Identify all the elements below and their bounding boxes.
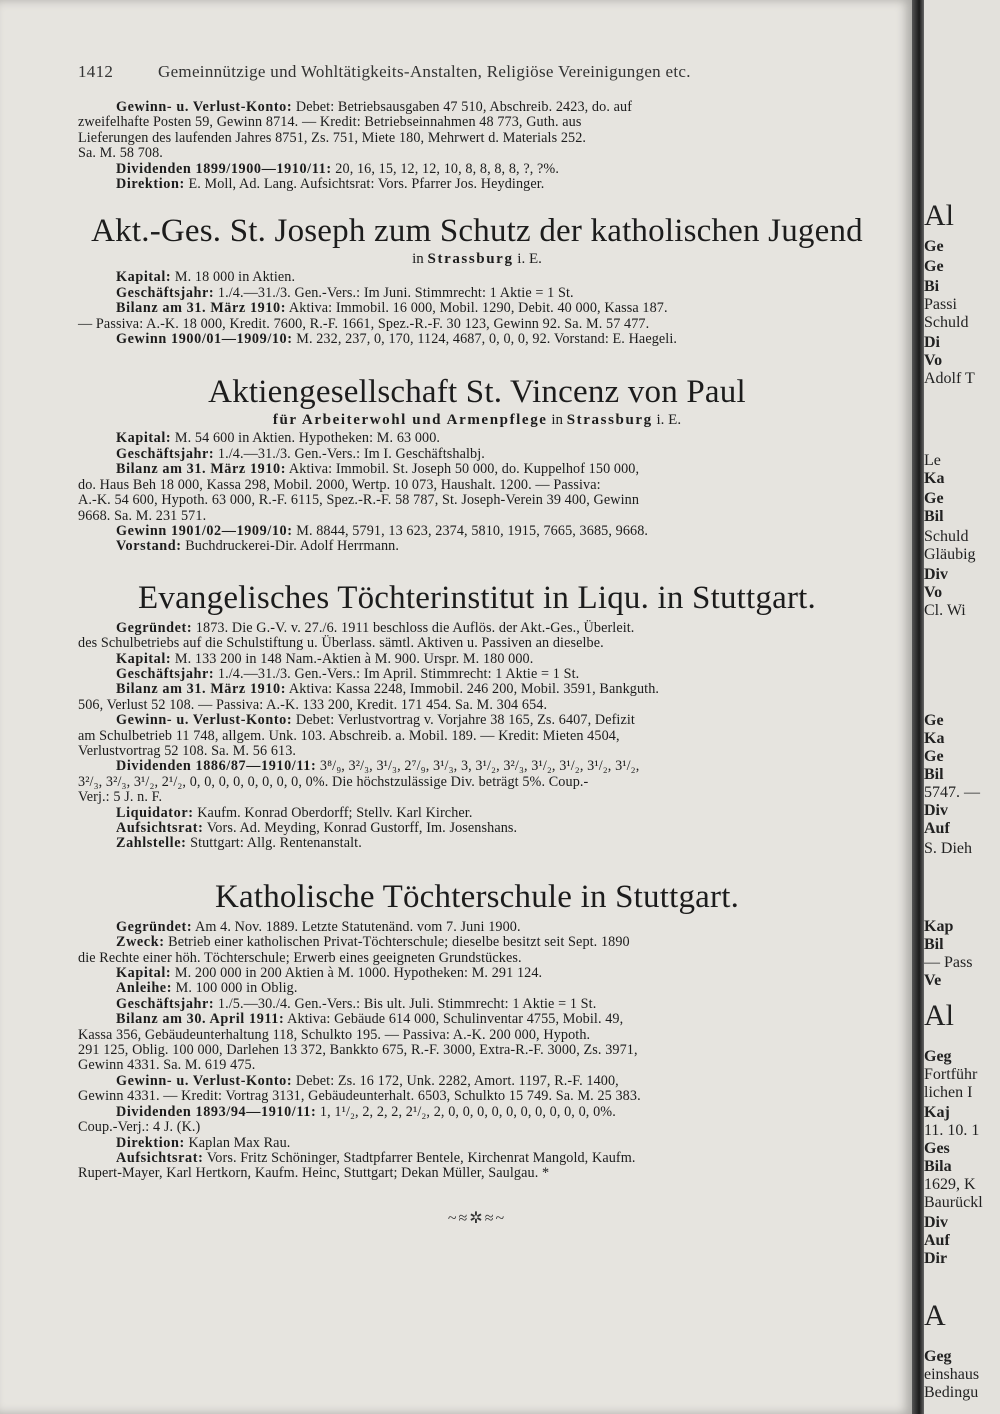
adjacent-page-fragment: 5747. —: [924, 784, 980, 801]
entry-field-line: [78, 177, 876, 192]
entry-field-line: [78, 621, 876, 636]
entry-purpose: für Arbeiterwohl und Armenpflege: [272, 412, 548, 429]
entry-body: [78, 270, 876, 347]
field-text: Debet: Verlustvortrag v. Vorjahre 38 165, Zs. 6407, Defizit: [292, 712, 635, 729]
entry-field-line: [78, 1012, 876, 1027]
entry-field-line: [78, 682, 876, 697]
adjacent-page-fragment: Le: [924, 452, 941, 469]
entry-text-line: [78, 951, 876, 966]
entry-field-line: [78, 652, 876, 667]
field-text: M. 200 000 in 200 Aktien à M. 1000. Hypotheken: M. 291 124.: [171, 965, 543, 982]
field-text: zweifelhafte Posten 59, Gewinn 8714. — Kredit: Betriebseinnahmen 48 773, Guth. aus: [78, 114, 582, 131]
field-text: 20, 16, 15, 12, 12, 10, 8, 8, 8, 8, ?, ?%.: [331, 160, 559, 177]
entry-text-line: [78, 729, 876, 744]
field-label: Kapital:: [116, 965, 172, 982]
adjacent-page-fragment: Gläubig: [924, 546, 976, 563]
field-label: Dividenden 1893/94—1910/11:: [116, 1103, 317, 1120]
adjacent-page-fragment: Bi: [924, 278, 940, 295]
entry-field-line: [78, 162, 876, 177]
field-label: Bilanz am 31. März 1910:: [116, 461, 287, 478]
field-text: Lieferungen des laufenden Jahres 8751, Zs. 751, Miete 180, Mehrwert d. Materials 252.: [78, 129, 587, 146]
entry-title: Aktiengesellschaft St. Vincenz von Paul: [208, 374, 746, 411]
adjacent-page-fragment: Baurückl: [924, 1194, 983, 1211]
entry-text-line: [78, 115, 876, 130]
field-label: Kapital:: [116, 650, 172, 667]
entry-field-line: [78, 806, 876, 821]
field-text: Vors. Fritz Schöninger, Stadtpfarrer Bentele, Kirchenrat Mangold, Kaufm.: [203, 1149, 636, 1166]
field-text: M. 8844, 5791, 13 623, 2374, 5810, 1915, 7665, 3685, 9668.: [292, 522, 649, 539]
entry-field-line: [78, 836, 876, 851]
entry-body: [78, 920, 876, 1182]
adjacent-page-fragment: Cl. Wi: [924, 602, 966, 619]
adjacent-page-fragment: Geg: [924, 1048, 952, 1065]
field-label: Geschäftsjahr:: [116, 284, 215, 301]
field-text: A.-K. 54 600, Hypoth. 63 000, R.-F. 6115, Spez.-R.-F. 58 787, St. Joseph-Verein 39 400, Gewinn: [78, 492, 640, 509]
field-text: — Passiva: A.-K. 18 000, Kredit. 7600, R.-F. 1661, Spez.-R.-F. 30 123, Gewinn 92. Sa. M. 57 477.: [78, 315, 650, 332]
entry-field-line: [78, 667, 876, 682]
adjacent-page-fragment: 11. 10. 1: [924, 1122, 980, 1139]
entry-location: [78, 411, 876, 429]
field-text: Buchdruckerei-Dir. Adolf Herrmann.: [181, 538, 400, 555]
entry-text-line: [78, 1028, 876, 1043]
entry-text-line: [78, 493, 876, 508]
page-number: 1412: [78, 62, 114, 81]
field-text: die Rechte einer höh. Töchterschule; Erwerb eines geeigneten Grundstückes.: [78, 949, 522, 966]
adjacent-page-fragment: Schuld: [924, 528, 969, 545]
field-label: Zahlstelle:: [116, 835, 187, 852]
field-text: des Schulbetriebs auf die Schulstiftung u. Überlass. sämtl. Aktiven u. Passiven an dieselbe.: [78, 635, 604, 652]
entry-field-line: [78, 713, 876, 728]
field-label: Aufsichtsrat:: [116, 820, 204, 836]
entry-title: Katholische Töchterschule in Stuttgart.: [214, 878, 740, 915]
location-city: Strassburg: [566, 412, 653, 429]
adjacent-page-fragment: Bil: [924, 508, 944, 525]
entry-field-line: [78, 935, 876, 950]
location-prefix: in: [551, 412, 563, 429]
field-label: Geschäftsjahr:: [116, 995, 215, 1012]
field-text: 1./4.—31./3. Gen.-Vers.: Im April. Stimmrecht: 1 Aktie = 1 St.: [214, 665, 580, 682]
entry-text-line: [78, 636, 876, 651]
entry-text-line: [78, 1089, 876, 1104]
entry-text-line: [78, 1043, 876, 1058]
field-text: M. 100 000 in Oblig.: [172, 980, 298, 997]
entry-field-line: [78, 997, 876, 1012]
entry-katholische-toechterschule: [78, 878, 876, 1182]
adjacent-page-fragment: A: [924, 1299, 946, 1332]
entry-text-line: [78, 775, 876, 790]
field-label: Liquidator:: [116, 804, 194, 821]
adjacent-page-fragment: Kaj: [924, 1104, 950, 1121]
field-text: Rupert-Mayer, Karl Hertkorn, Kaufm. Heinc, Stuttgart; Dekan Müller, Saulgau. *: [78, 1165, 550, 1182]
entry-field-line: [78, 1151, 876, 1166]
field-text: 1, 1¹/₂, 2, 2, 2, 2¹/₂, 2, 0, 0, 0, 0, 0, 0, 0, 0, 0, 0, 0%.: [316, 1103, 616, 1120]
field-label: Bilanz am 30. April 1911:: [116, 1011, 285, 1028]
field-text: Aktiva: Gebäude 614 000, Schulinventar 4755, Mobil. 49,: [284, 1011, 624, 1028]
field-label: Bilanz am 31. März 1910:: [116, 681, 287, 698]
field-label: Dividenden 1899/1900—1910/11:: [116, 160, 332, 177]
field-text: 506, Verlust 52 108. — Passiva: A.-K. 133 200, Kredit. 171 454. Sa. M. 304 654.: [78, 696, 548, 713]
adjacent-page-fragment: Bedingu: [924, 1384, 979, 1401]
field-text: 291 125, Oblig. 100 000, Darlehen 13 372, Bankkto 675, R.-F. 3000, Extra-R.-F. 3000, Zs. 3971,: [78, 1042, 638, 1059]
adjacent-page-fragment: Ve: [924, 972, 942, 989]
field-label: Vorstand:: [116, 538, 182, 555]
field-label: Kapital:: [116, 430, 172, 447]
field-text: 1./5.—30./4. Gen.-Vers.: Bis ult. Juli. Stimmrecht: 1 Aktie = 1 St.: [214, 995, 597, 1012]
entry-field-line: [78, 332, 876, 347]
adjacent-page-fragment: Al: [924, 199, 954, 232]
book-gutter: [912, 0, 924, 1414]
entry-text-line: [78, 131, 876, 146]
entry-text-line: [78, 317, 876, 332]
field-text: 3⁸/₉, 3²/₃, 3¹/₃, 2⁷/₉, 3¹/₃, 3, 3¹/₂, 3²/₃, 3¹/₂, 3¹/₂, 3¹/₂, 3¹/₂,: [316, 758, 640, 775]
field-text: M. 18 000 in Aktien.: [171, 269, 296, 286]
adjacent-page-fragment: Passi: [924, 296, 957, 313]
adjacent-page-fragment: Ge: [924, 712, 944, 729]
field-text: 1./4.—31./3. Gen.-Vers.: Im Juni. Stimmrecht: 1 Aktie = 1 St.: [214, 284, 574, 301]
entry-field-line: [78, 539, 876, 554]
entry-text-line: [78, 509, 876, 524]
adjacent-page-fragment: Ge: [924, 748, 944, 765]
entry-field-line: [78, 524, 876, 539]
adjacent-page-fragment: Auf: [924, 820, 950, 837]
entry-text-line: [78, 1058, 876, 1073]
adjacent-page-fragment: Di: [924, 334, 940, 351]
field-text: do. Haus Beh 18 000, Kassa 298, Mobil. 2000, Wertp. 10 073, Haushalt. 1200. — Passiva:: [78, 476, 601, 493]
field-label: Gewinn 1901/02—1909/10:: [116, 522, 293, 539]
entry-field-line: [78, 1105, 876, 1120]
field-label: Direktion:: [116, 1134, 185, 1151]
page-content: [78, 100, 876, 1228]
entry-st-vincenz: [78, 373, 876, 554]
adjacent-page-fragment: Bil: [924, 766, 944, 783]
field-text: Debet: Betriebsausgaben 47 510, Abschreib. 2423, do. auf: [292, 99, 633, 115]
adjacent-page-fragment: Auf: [924, 1232, 950, 1249]
field-text: M. 54 600 in Aktien. Hypotheken: M. 63 000.: [171, 430, 441, 447]
field-text: Vors. Ad. Meyding, Konrad Gustorff, Im. Josenshans.: [203, 820, 518, 836]
entry-field-line: [78, 286, 876, 301]
field-text: Verj.: 5 J. n. F.: [78, 789, 163, 806]
entry-field-line: [78, 981, 876, 996]
field-text: Stuttgart: Allg. Rentenanstalt.: [186, 835, 362, 852]
field-text: am Schulbetrieb 11 748, allgem. Unk. 103. Abschreib. a. Mobil. 189. — Kredit: Mieten 4504,: [78, 727, 620, 744]
field-label: Gewinn- u. Verlust-Konto:: [116, 1072, 293, 1089]
field-text: Gewinn 4331. Sa. M. 619 475.: [78, 1057, 256, 1074]
field-label: Gegründet:: [116, 918, 193, 935]
adjacent-page-fragment: — Pass: [924, 954, 973, 971]
end-ornament: ~≈✲≈~: [447, 1209, 507, 1227]
field-label: Direktion:: [116, 176, 185, 193]
field-label: Aufsichtsrat:: [116, 1149, 204, 1166]
entry-field-line: [78, 431, 876, 446]
adjacent-page-fragment: Fortführ: [924, 1066, 978, 1083]
field-text: Gewinn 4331. — Kredit: Vortrag 3131, Gebäudeunterhalt. 6503, Schulkto 15 749. Sa. M. 25 383.: [78, 1088, 641, 1105]
entry-body: [78, 431, 876, 554]
field-text: E. Moll, Ad. Lang. Aufsichtsrat: Vors. Pfarrer Jos. Heydinger.: [184, 176, 545, 193]
adjacent-page-fragment: Al: [924, 999, 954, 1032]
adjacent-page-fragment: Ge: [924, 490, 944, 507]
adjacent-page-fragment: Div: [924, 1214, 948, 1231]
entry-evangelisches-toechterinstitut: [78, 579, 876, 852]
entry-text-line: [78, 1120, 876, 1135]
adjacent-page-fragment: Schuld: [924, 314, 969, 331]
field-text: 1./4.—31./3. Gen.-Vers.: Im I. Geschäftshalbj.: [214, 445, 485, 462]
running-header: [78, 62, 878, 82]
field-text: Aktiva: Immobil. St. Joseph 50 000, do. Kuppelhof 150 000,: [286, 461, 640, 478]
entry-field-line: [78, 966, 876, 981]
entry-title: Evangelisches Töchterinstitut in Liqu. in Stuttgart.: [138, 579, 816, 616]
entry-text-line: [78, 698, 876, 713]
field-text: Coup.-Verj.: 4 J. (K.): [78, 1119, 201, 1136]
adjacent-page-fragment: Ge: [924, 238, 944, 255]
field-text: 1873. Die G.-V. v. 27./6. 1911 beschloss die Auflös. der Akt.-Ges., Überleit.: [192, 619, 635, 636]
entry-continuation: [78, 100, 876, 192]
adjacent-page-edge: [924, 0, 1000, 1414]
field-label: Gewinn- u. Verlust-Konto:: [116, 712, 293, 729]
entry-field-line: [78, 920, 876, 935]
field-label: Geschäftsjahr:: [116, 665, 215, 682]
field-label: Geschäftsjahr:: [116, 445, 215, 462]
field-text: M. 232, 237, 0, 170, 1124, 4687, 0, 0, 0, 92. Vorstand: E. Haegeli.: [292, 331, 678, 348]
location-prefix: in: [412, 251, 424, 268]
field-text: Kaufm. Konrad Oberdorff; Stellv. Karl Kircher.: [193, 804, 473, 821]
entry-field-line: [78, 759, 876, 774]
entry-field-line: [78, 301, 876, 316]
field-text: M. 133 200 in 148 Nam.-Aktien à M. 900. Urspr. M. 180 000.: [171, 650, 534, 667]
field-label: Kapital:: [116, 269, 172, 286]
entry-title: Akt.-Ges. St. Joseph zum Schutz der katholischen Jugend: [91, 213, 863, 250]
field-label: Gewinn 1900/01—1909/10:: [116, 331, 293, 348]
entry-st-joseph: [78, 212, 876, 347]
entry-text-line: [78, 478, 876, 493]
entry-field-line: [78, 447, 876, 462]
field-text: Sa. M. 58 708.: [78, 145, 163, 162]
field-text: Aktiva: Immobil. 16 000, Mobil. 1290, Debit. 40 000, Kassa 187.: [286, 300, 668, 317]
adjacent-page-fragment: Bil: [924, 936, 944, 953]
adjacent-page-fragment: Ge: [924, 258, 944, 275]
entry-text-line: [78, 790, 876, 805]
entry-text-line: [78, 744, 876, 759]
field-label: Anleihe:: [116, 980, 173, 997]
adjacent-page-fragment: Ges: [924, 1140, 950, 1157]
field-label: Zweck:: [116, 934, 165, 951]
field-text: Am 4. Nov. 1889. Letzte Statutenänd. vom 7. Juni 1900.: [192, 918, 521, 935]
adjacent-page-fragment: lichen I: [924, 1084, 973, 1101]
adjacent-page-fragment: Ka: [924, 470, 945, 487]
field-text: Betrieb einer katholischen Privat-Töchterschule; dieselbe besitzt seit Sept. 1890: [164, 934, 630, 951]
adjacent-page-fragment: einshaus: [924, 1366, 980, 1383]
field-label: Dividenden 1886/87—1910/11:: [116, 758, 317, 775]
adjacent-page-fragment: Adolf T: [924, 370, 975, 387]
adjacent-page-fragment: Kap: [924, 918, 954, 935]
location-suffix: i. E.: [517, 251, 542, 268]
adjacent-page-fragment: Div: [924, 802, 948, 819]
field-text: Aktiva: Kassa 2248, Immobil. 246 200, Mobil. 3591, Bankguth.: [286, 681, 660, 698]
field-label: Gegründet:: [116, 619, 193, 636]
entry-field-line: [78, 100, 876, 115]
running-title: Gemeinnützige und Wohltätigkeits-Anstalten, Religiöse Vereinigungen etc.: [158, 62, 691, 81]
field-text: Debet: Zs. 16 172, Unk. 2282, Amort. 1197, R.-F. 1400,: [292, 1072, 619, 1089]
adjacent-page-fragment: Bila: [924, 1158, 952, 1175]
field-text: Kaplan Max Rau.: [184, 1134, 291, 1151]
entry-field-line: [78, 1136, 876, 1151]
field-text: Kassa 356, Gebäudeunterhaltung 118, Schulkto 195. — Passiva: A.-K. 200 000, Hypoth.: [78, 1026, 591, 1043]
adjacent-page-fragment: Dir: [924, 1250, 948, 1267]
field-text: Verlustvortrag 52 108. Sa. M. 56 613.: [78, 742, 297, 759]
adjacent-page-fragment: Geg: [924, 1348, 952, 1365]
entry-text-line: [78, 1166, 876, 1181]
entry-field-line: [78, 821, 876, 836]
adjacent-page-fragment: Vo: [924, 352, 943, 369]
field-label: Gewinn- u. Verlust-Konto:: [116, 99, 293, 115]
field-label: Bilanz am 31. März 1910:: [116, 300, 287, 317]
adjacent-page-fragment: Div: [924, 566, 948, 583]
location-suffix: i. E.: [656, 412, 682, 429]
field-text: 3²/₃, 3²/₃, 3¹/₂, 2¹/₂, 0, 0, 0, 0, 0, 0, 0, 0, 0%. Die höchstzulässige Div. beträgt 5%. Coup.-: [78, 773, 589, 790]
entry-field-line: [78, 270, 876, 285]
adjacent-page-fragment: Ka: [924, 730, 945, 747]
field-text: 9668. Sa. M. 231 571.: [78, 507, 207, 524]
adjacent-page-fragment: S. Dieh: [924, 840, 972, 857]
adjacent-page-fragment: Vo: [924, 584, 943, 601]
entry-field-line: [78, 1074, 876, 1089]
entry-location: [78, 250, 876, 268]
entry-body: [78, 621, 876, 852]
adjacent-page-fragment: 1629, K: [924, 1176, 976, 1193]
entry-text-line: [78, 146, 876, 161]
entry-field-line: [78, 462, 876, 477]
location-city: Strassburg: [427, 251, 514, 268]
